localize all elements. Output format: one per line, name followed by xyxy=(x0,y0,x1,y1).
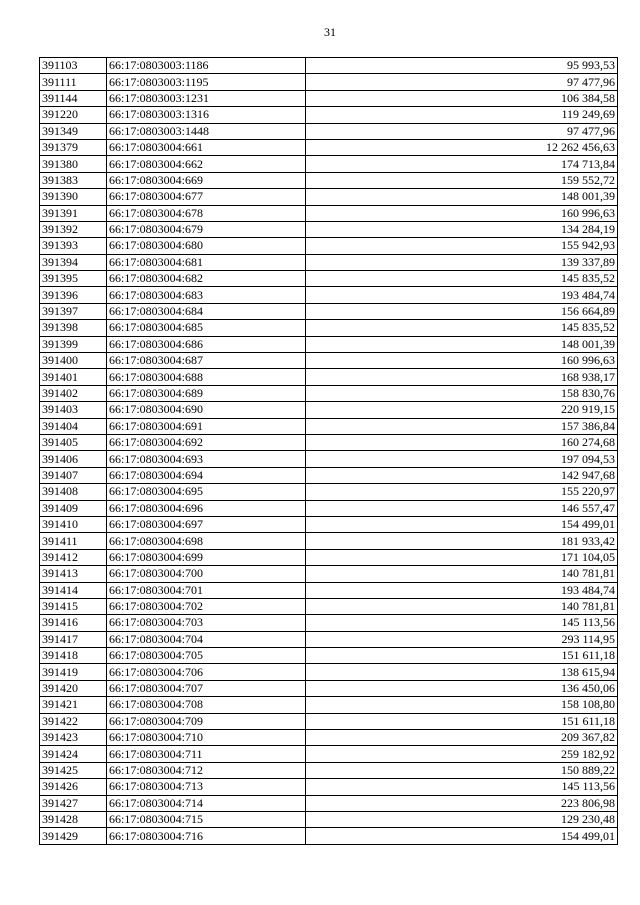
value-cell: 145 113,56 xyxy=(306,779,618,795)
table-row xyxy=(40,254,618,270)
table-row xyxy=(40,336,618,352)
cadastral-number-cell: 66:17:0803004:690 xyxy=(107,402,306,418)
cadastral-number-cell: 66:17:0803004:662 xyxy=(107,156,306,172)
cadastral-number-cell: 66:17:0803004:702 xyxy=(107,598,306,614)
table-row xyxy=(40,189,618,205)
row-number-cell: 391429 xyxy=(40,828,107,844)
table-row xyxy=(40,762,618,778)
value-cell: 223 806,98 xyxy=(306,795,618,811)
cadastral-number-cell: 66:17:0803004:710 xyxy=(107,730,306,746)
value-cell: 140 781,81 xyxy=(306,598,618,614)
cadastral-number-cell: 66:17:0803004:692 xyxy=(107,434,306,450)
row-number-cell: 391402 xyxy=(40,385,107,401)
value-cell: 193 484,74 xyxy=(306,287,618,303)
value-cell: 181 933,42 xyxy=(306,533,618,549)
cadastral-number-cell: 66:17:0803004:693 xyxy=(107,451,306,467)
value-cell: 140 781,81 xyxy=(306,566,618,582)
cadastral-number-cell: 66:17:0803004:694 xyxy=(107,467,306,483)
cadastral-number-cell: 66:17:0803004:709 xyxy=(107,713,306,729)
value-cell: 209 367,82 xyxy=(306,730,618,746)
value-cell: 160 996,63 xyxy=(306,353,618,369)
row-number-cell: 391426 xyxy=(40,779,107,795)
table-row xyxy=(40,795,618,811)
row-number-cell: 391380 xyxy=(40,156,107,172)
cadastral-number-cell: 66:17:0803003:1448 xyxy=(107,123,306,139)
row-number-cell: 391379 xyxy=(40,139,107,155)
row-number-cell: 391349 xyxy=(40,123,107,139)
cadastral-number-cell: 66:17:0803004:680 xyxy=(107,238,306,254)
row-number-cell: 391383 xyxy=(40,172,107,188)
value-cell: 119 249,69 xyxy=(306,107,618,123)
table-row xyxy=(40,385,618,401)
value-cell: 138 615,94 xyxy=(306,664,618,680)
value-cell: 160 274,68 xyxy=(306,434,618,450)
row-number-cell: 391399 xyxy=(40,336,107,352)
value-cell: 95 993,53 xyxy=(306,58,618,74)
value-cell: 171 104,05 xyxy=(306,549,618,565)
value-cell: 220 919,15 xyxy=(306,402,618,418)
cadastral-number-cell: 66:17:0803004:700 xyxy=(107,566,306,582)
value-cell: 139 337,89 xyxy=(306,254,618,270)
cadastral-number-cell: 66:17:0803004:707 xyxy=(107,680,306,696)
cadastral-number-cell: 66:17:0803004:679 xyxy=(107,221,306,237)
table-row xyxy=(40,238,618,254)
row-number-cell: 391419 xyxy=(40,664,107,680)
row-number-cell: 391111 xyxy=(40,74,107,90)
value-cell: 160 996,63 xyxy=(306,205,618,221)
row-number-cell: 391406 xyxy=(40,451,107,467)
table-row xyxy=(40,828,618,844)
row-number-cell: 391417 xyxy=(40,631,107,647)
row-number-cell: 391425 xyxy=(40,762,107,778)
row-number-cell: 391420 xyxy=(40,680,107,696)
cadastral-number-cell: 66:17:0803004:708 xyxy=(107,697,306,713)
value-cell: 97 477,96 xyxy=(306,74,618,90)
row-number-cell: 391414 xyxy=(40,582,107,598)
value-cell: 148 001,39 xyxy=(306,336,618,352)
row-number-cell: 391428 xyxy=(40,811,107,827)
value-cell: 259 182,92 xyxy=(306,746,618,762)
table-row xyxy=(40,221,618,237)
cadastral-number-cell: 66:17:0803004:669 xyxy=(107,172,306,188)
row-number-cell: 391413 xyxy=(40,566,107,582)
value-cell: 151 611,18 xyxy=(306,713,618,729)
table-row xyxy=(40,402,618,418)
table-row xyxy=(40,58,618,74)
row-number-cell: 391411 xyxy=(40,533,107,549)
row-number-cell: 391390 xyxy=(40,189,107,205)
table-row xyxy=(40,533,618,549)
cadastral-number-cell: 66:17:0803004:706 xyxy=(107,664,306,680)
value-cell: 145 835,52 xyxy=(306,271,618,287)
row-number-cell: 391400 xyxy=(40,353,107,369)
row-number-cell: 391394 xyxy=(40,254,107,270)
table-row xyxy=(40,369,618,385)
row-number-cell: 391144 xyxy=(40,90,107,106)
cadastral-number-cell: 66:17:0803004:686 xyxy=(107,336,306,352)
row-number-cell: 391392 xyxy=(40,221,107,237)
value-cell: 157 386,84 xyxy=(306,418,618,434)
table-row xyxy=(40,811,618,827)
table-row xyxy=(40,746,618,762)
table-row xyxy=(40,90,618,106)
row-number-cell: 391415 xyxy=(40,598,107,614)
table-row xyxy=(40,205,618,221)
cadastral-number-cell: 66:17:0803004:712 xyxy=(107,762,306,778)
value-cell: 136 450,06 xyxy=(306,680,618,696)
cadastral-number-cell: 66:17:0803004:703 xyxy=(107,615,306,631)
value-cell: 12 262 456,63 xyxy=(306,139,618,155)
cadastral-number-cell: 66:17:0803004:697 xyxy=(107,516,306,532)
cadastral-number-cell: 66:17:0803003:1316 xyxy=(107,107,306,123)
row-number-cell: 391407 xyxy=(40,467,107,483)
table-row xyxy=(40,451,618,467)
row-number-cell: 391398 xyxy=(40,320,107,336)
row-number-cell: 391427 xyxy=(40,795,107,811)
cadastral-number-cell: 66:17:0803004:661 xyxy=(107,139,306,155)
table-row xyxy=(40,664,618,680)
table-row xyxy=(40,107,618,123)
cadastral-number-cell: 66:17:0803004:682 xyxy=(107,271,306,287)
row-number-cell: 391422 xyxy=(40,713,107,729)
table-row xyxy=(40,779,618,795)
value-cell: 168 938,17 xyxy=(306,369,618,385)
value-cell: 155 942,93 xyxy=(306,238,618,254)
row-number-cell: 391403 xyxy=(40,402,107,418)
table-row xyxy=(40,615,618,631)
value-cell: 134 284,19 xyxy=(306,221,618,237)
row-number-cell: 391421 xyxy=(40,697,107,713)
cadastral-number-cell: 66:17:0803003:1186 xyxy=(107,58,306,74)
row-number-cell: 391395 xyxy=(40,271,107,287)
value-cell: 151 611,18 xyxy=(306,648,618,664)
table-row xyxy=(40,303,618,319)
value-cell: 158 108,80 xyxy=(306,697,618,713)
value-cell: 293 114,95 xyxy=(306,631,618,647)
cadastral-number-cell: 66:17:0803004:699 xyxy=(107,549,306,565)
table-row xyxy=(40,434,618,450)
cadastral-number-cell: 66:17:0803004:705 xyxy=(107,648,306,664)
cadastral-number-cell: 66:17:0803004:713 xyxy=(107,779,306,795)
cadastral-number-cell: 66:17:0803004:689 xyxy=(107,385,306,401)
cadastral-number-cell: 66:17:0803004:684 xyxy=(107,303,306,319)
row-number-cell: 391416 xyxy=(40,615,107,631)
cadastral-number-cell: 66:17:0803004:681 xyxy=(107,254,306,270)
cadastral-number-cell: 66:17:0803004:701 xyxy=(107,582,306,598)
value-cell: 154 499,01 xyxy=(306,516,618,532)
table-row xyxy=(40,697,618,713)
table-row xyxy=(40,713,618,729)
cadastral-number-cell: 66:17:0803003:1195 xyxy=(107,74,306,90)
row-number-cell: 391410 xyxy=(40,516,107,532)
table-row xyxy=(40,156,618,172)
cadastral-number-cell: 66:17:0803004:704 xyxy=(107,631,306,647)
table-row xyxy=(40,648,618,664)
table-row xyxy=(40,730,618,746)
table-row xyxy=(40,500,618,516)
table-row xyxy=(40,484,618,500)
row-number-cell: 391418 xyxy=(40,648,107,664)
row-number-cell: 391412 xyxy=(40,549,107,565)
value-cell: 148 001,39 xyxy=(306,189,618,205)
value-cell: 174 713,84 xyxy=(306,156,618,172)
row-number-cell: 391397 xyxy=(40,303,107,319)
value-cell: 146 557,47 xyxy=(306,500,618,516)
row-number-cell: 391396 xyxy=(40,287,107,303)
cadastral-number-cell: 66:17:0803004:678 xyxy=(107,205,306,221)
cadastral-number-cell: 66:17:0803004:683 xyxy=(107,287,306,303)
table-row xyxy=(40,74,618,90)
value-cell: 193 484,74 xyxy=(306,582,618,598)
value-cell: 145 113,56 xyxy=(306,615,618,631)
cadastral-number-cell: 66:17:0803004:691 xyxy=(107,418,306,434)
value-cell: 97 477,96 xyxy=(306,123,618,139)
value-cell: 197 094,53 xyxy=(306,451,618,467)
table-row xyxy=(40,467,618,483)
cadastral-number-cell: 66:17:0803004:698 xyxy=(107,533,306,549)
row-number-cell: 391404 xyxy=(40,418,107,434)
cadastral-number-cell: 66:17:0803004:687 xyxy=(107,353,306,369)
value-cell: 155 220,97 xyxy=(306,484,618,500)
row-number-cell: 391424 xyxy=(40,746,107,762)
table-row xyxy=(40,418,618,434)
row-number-cell: 391408 xyxy=(40,484,107,500)
row-number-cell: 391393 xyxy=(40,238,107,254)
row-number-cell: 391391 xyxy=(40,205,107,221)
table-row xyxy=(40,353,618,369)
cadastral-number-cell: 66:17:0803004:711 xyxy=(107,746,306,762)
row-number-cell: 391103 xyxy=(40,58,107,74)
registry-table xyxy=(39,57,618,845)
cadastral-number-cell: 66:17:0803004:688 xyxy=(107,369,306,385)
table-row xyxy=(40,549,618,565)
cadastral-number-cell: 66:17:0803004:715 xyxy=(107,811,306,827)
value-cell: 129 230,48 xyxy=(306,811,618,827)
table-row xyxy=(40,172,618,188)
cadastral-number-cell: 66:17:0803004:714 xyxy=(107,795,306,811)
table-row xyxy=(40,582,618,598)
cadastral-number-cell: 66:17:0803004:696 xyxy=(107,500,306,516)
cadastral-number-cell: 66:17:0803003:1231 xyxy=(107,90,306,106)
table-row xyxy=(40,287,618,303)
value-cell: 145 835,52 xyxy=(306,320,618,336)
cadastral-number-cell: 66:17:0803004:685 xyxy=(107,320,306,336)
table-row xyxy=(40,598,618,614)
table-row xyxy=(40,631,618,647)
registry-table-body xyxy=(40,58,618,845)
table-row xyxy=(40,320,618,336)
table-row xyxy=(40,123,618,139)
row-number-cell: 391405 xyxy=(40,434,107,450)
cadastral-number-cell: 66:17:0803004:695 xyxy=(107,484,306,500)
table-row xyxy=(40,566,618,582)
table-row xyxy=(40,139,618,155)
table-row xyxy=(40,680,618,696)
row-number-cell: 391220 xyxy=(40,107,107,123)
value-cell: 156 664,89 xyxy=(306,303,618,319)
row-number-cell: 391401 xyxy=(40,369,107,385)
table-row xyxy=(40,516,618,532)
value-cell: 159 552,72 xyxy=(306,172,618,188)
value-cell: 154 499,01 xyxy=(306,828,618,844)
page-number: 31 xyxy=(324,25,336,39)
value-cell: 158 830,76 xyxy=(306,385,618,401)
cadastral-number-cell: 66:17:0803004:677 xyxy=(107,189,306,205)
row-number-cell: 391423 xyxy=(40,730,107,746)
value-cell: 106 384,58 xyxy=(306,90,618,106)
value-cell: 142 947,68 xyxy=(306,467,618,483)
value-cell: 150 889,22 xyxy=(306,762,618,778)
row-number-cell: 391409 xyxy=(40,500,107,516)
cadastral-number-cell: 66:17:0803004:716 xyxy=(107,828,306,844)
table-row xyxy=(40,271,618,287)
